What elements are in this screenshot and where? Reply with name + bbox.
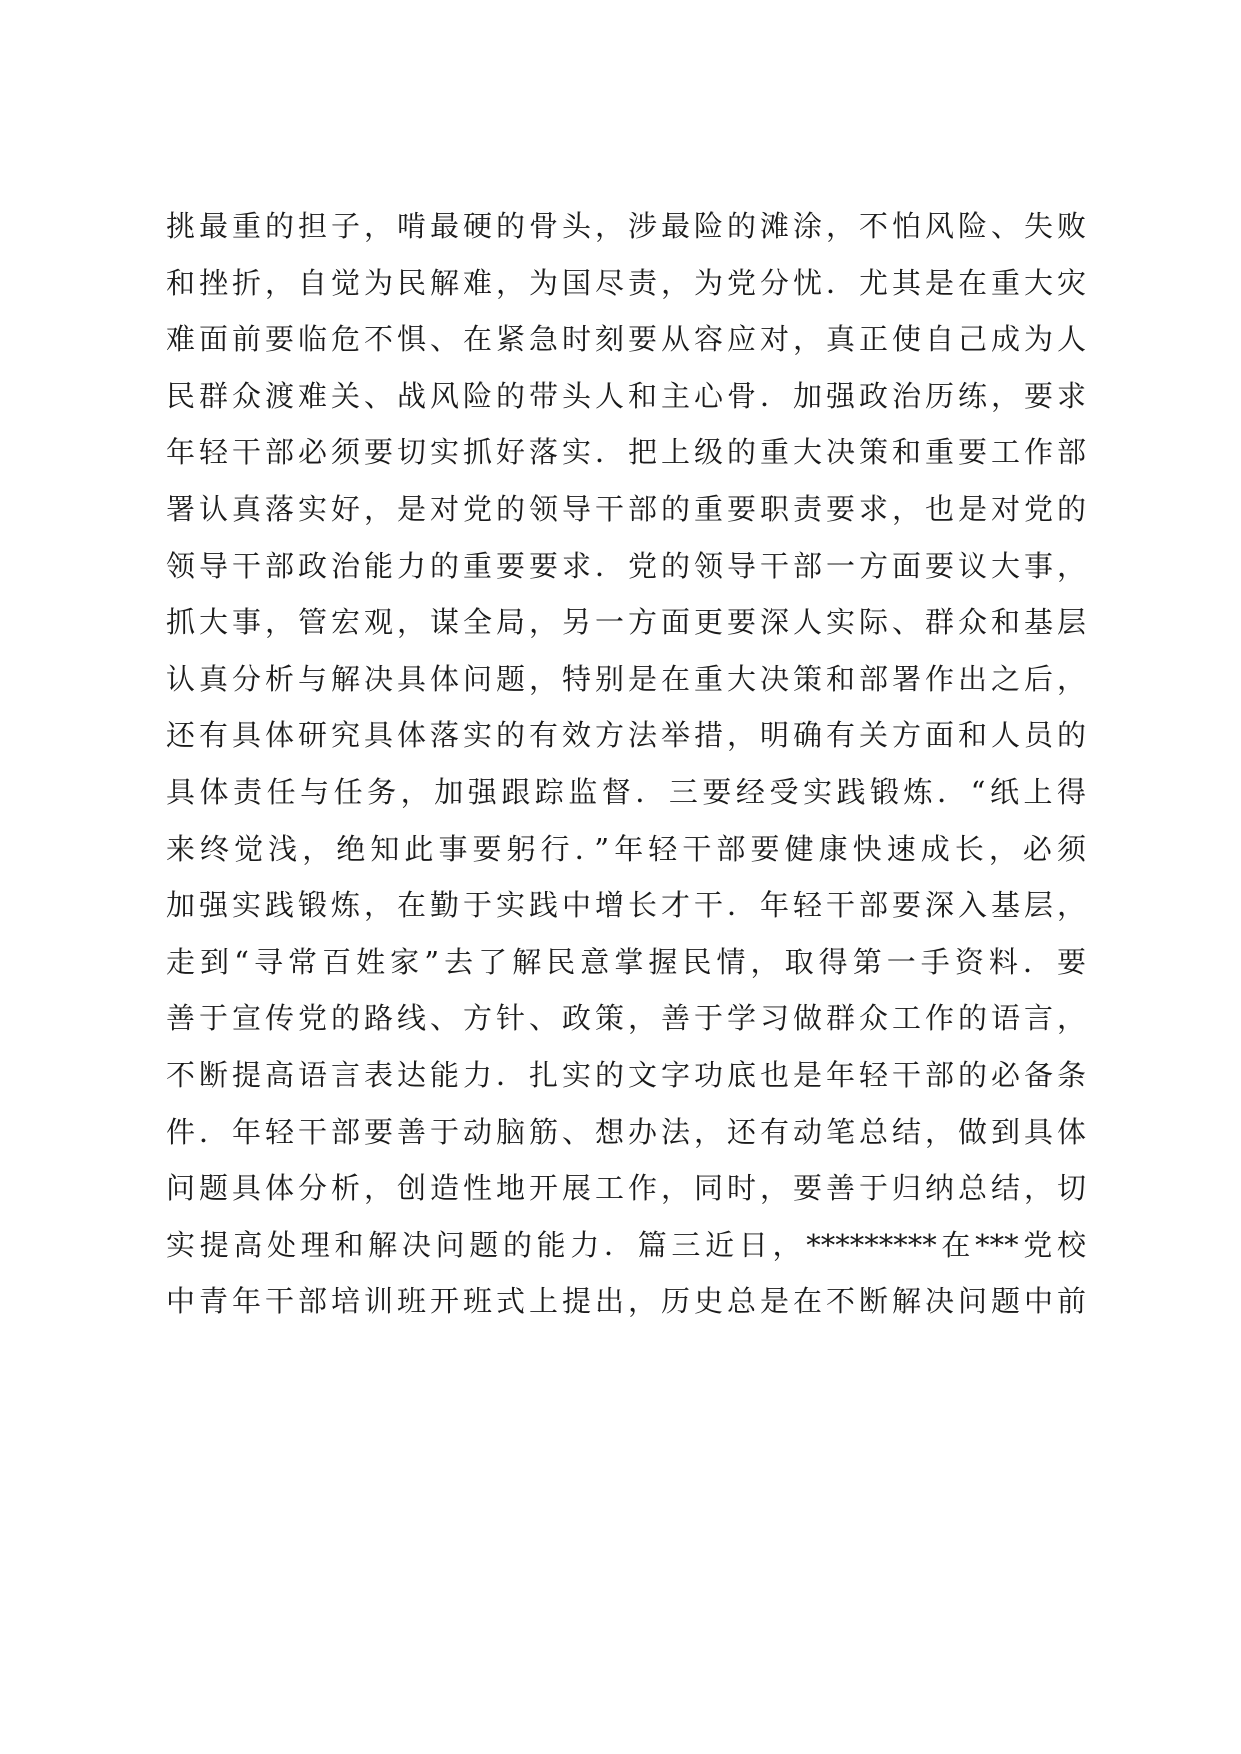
text-line: 认真分析与解决具体问题，特别是在重大决策和部署作出之后， <box>166 661 1086 696</box>
text-line: 民群众渡难关、战风险的带头人和主心骨．加强政治历练，要求 <box>166 378 1086 413</box>
body-text <box>166 198 1086 1330</box>
text-line: 善于宣传党的路线、方针、政策，善于学习做群众工作的语言， <box>166 1001 1086 1036</box>
text-line: 来终觉浅，绝知此事要躬行．”年轻干部要健康快速成长，必须 <box>166 831 1086 866</box>
text-line: 年轻干部必须要切实抓好落实．把上级的重大决策和重要工作部 <box>166 435 1086 470</box>
text-line: 还有具体研究具体落实的有效方法举措，明确有关方面和人员的 <box>166 718 1086 753</box>
text-line: 实提高处理和解决问题的能力．篇三近日，*********在***党校 <box>166 1227 1086 1262</box>
text-line: 挑最重的担子，啃最硬的骨头，涉最险的滩涂，不怕风险、失败 <box>166 209 1086 243</box>
text-line: 领导干部政治能力的重要要求．党的领导干部一方面要议大事， <box>166 548 1086 583</box>
text-line: 署认真落实好，是对党的领导干部的重要职责要求，也是对党的 <box>166 491 1086 526</box>
text-line: 难面前要临危不惧、在紧急时刻要从容应对，真正使自己成为人 <box>166 322 1086 357</box>
text-line: 走到“寻常百姓家”去了解民意掌握民情，取得第一手资料．要 <box>166 944 1086 979</box>
text-line: 中青年干部培训班开班式上提出，历史总是在不断解决问题中前 <box>166 1284 1086 1319</box>
text-line: 问题具体分析，创造性地开展工作，同时，要善于归纳总结，切 <box>166 1171 1086 1206</box>
text-line: 具体责任与任务，加强跟踪监督．三要经受实践锻炼．“纸上得 <box>166 774 1086 809</box>
text-line: 件．年轻干部要善于动脑筋、想办法，还有动笔总结，做到具体 <box>166 1114 1086 1149</box>
text-line: 不断提高语言表达能力．扎实的文字功底也是年轻干部的必备条 <box>166 1057 1086 1092</box>
text-line: 抓大事，管宏观，谋全局，另一方面更要深人实际、群众和基层 <box>166 605 1086 640</box>
text-line: 加强实践锻炼，在勤于实践中增长才干．年轻干部要深入基层， <box>166 888 1086 923</box>
text-line: 和挫折，自觉为民解难，为国尽责，为党分忧．尤其是在重大灾 <box>166 265 1086 300</box>
